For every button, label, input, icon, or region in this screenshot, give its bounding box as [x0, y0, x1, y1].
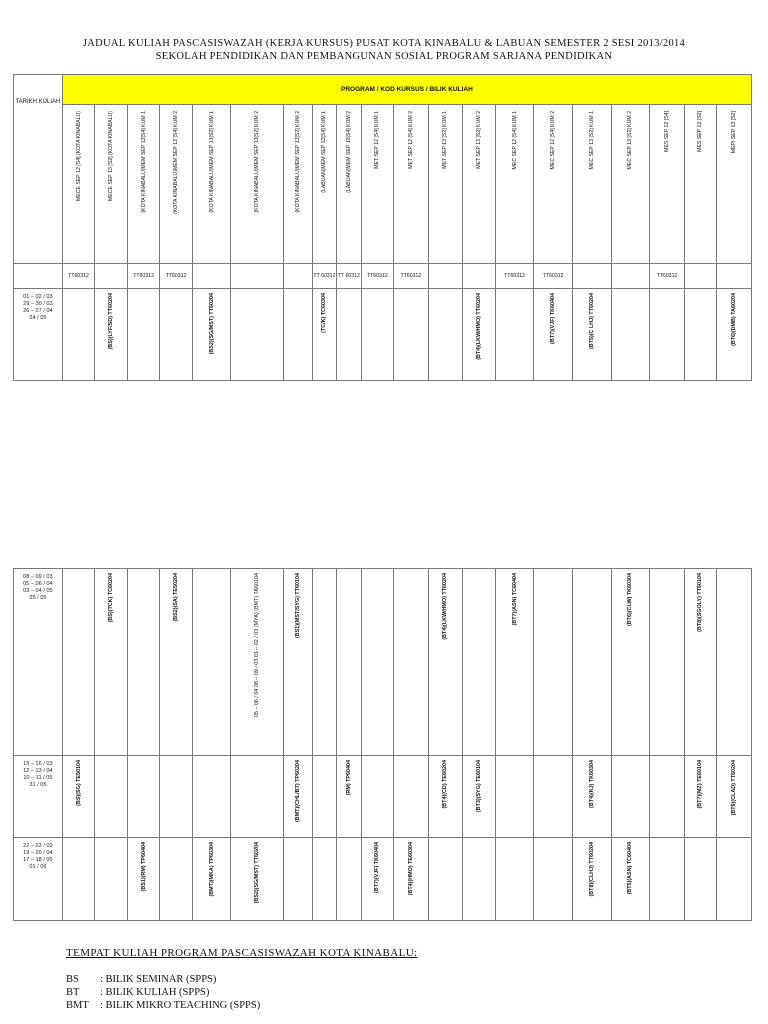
- schedule-cell: [192, 569, 231, 756]
- schedule-cell: [160, 838, 193, 921]
- lecture-entry: (BT6)(CLAD) TT60204: [731, 760, 738, 816]
- program-label: MET SEP 12 [S4] KUM 2: [407, 111, 414, 169]
- course-code-cell: [284, 264, 312, 289]
- schedule-row: [14, 838, 752, 921]
- lecture-entry: (BT6)(DMB) TA60204: [731, 293, 738, 346]
- schedule-cell: [684, 756, 717, 838]
- schedule-cell: [127, 838, 160, 921]
- schedule-cell: [361, 569, 394, 756]
- course-code-cell: [572, 264, 611, 289]
- program-header-cell: [428, 105, 463, 264]
- schedule-cell: [650, 289, 685, 381]
- schedule-cell: [394, 756, 429, 838]
- lecture-entry: 05 – 06 / 04 08 – 09 / 03 01 – 02 / 03 (MYA) (BMT) TA60104: [254, 573, 261, 718]
- program-label: MEC SEP 12 [S4] KUM 1: [511, 111, 518, 170]
- program-header-cell: [611, 105, 650, 264]
- lecture-entry: (BS1)(MST/SYG) TT60104: [295, 573, 302, 639]
- schedule-cell: [312, 756, 336, 838]
- lecture-entry: (BS)(TCK) TC60204: [108, 573, 115, 623]
- schedule-cell: [160, 756, 193, 838]
- lecture-entry: (BS2)(SA) TE50204: [173, 573, 180, 622]
- schedule-table-top: [13, 74, 752, 381]
- program-header-cell: [394, 105, 429, 264]
- schedule-table-bottom: [13, 568, 752, 921]
- schedule-cell: [572, 289, 611, 381]
- course-codes-row: [14, 264, 752, 289]
- schedule-cell: [62, 289, 95, 381]
- schedule-cell: [127, 569, 160, 756]
- schedule-cell: [495, 838, 534, 921]
- schedule-cell: [684, 838, 717, 921]
- schedule-cell: [361, 289, 394, 381]
- schedule-cell: [428, 838, 463, 921]
- program-header-cell: [127, 105, 160, 264]
- schedule-cell: [361, 756, 394, 838]
- course-code-cell: [684, 264, 717, 289]
- schedule-cell: [231, 838, 284, 921]
- legend-abbr: BS: [66, 974, 79, 985]
- schedule-cell: [717, 289, 752, 381]
- schedule-cell: [534, 756, 573, 838]
- tarikh-label: TARIKH KULIAH: [15, 99, 61, 105]
- schedule-cell: [650, 756, 685, 838]
- course-code-cell: TT60312: [127, 264, 160, 289]
- schedule-cell: [95, 756, 128, 838]
- program-label: MEC SEP 12 [S4] KUM 2: [550, 111, 557, 170]
- lecture-entry: (BT3)(SYG) TE60104: [475, 760, 482, 813]
- course-code-cell: TT 60312: [312, 264, 336, 289]
- program-header-cell: [572, 105, 611, 264]
- lecture-entry: (BT7)(ASN) TC60404: [511, 573, 518, 626]
- program-label: (KOTA KINABALU)MEM SEP 12 [S4] KUM 2: [173, 111, 180, 215]
- course-code-cell: [611, 264, 650, 289]
- program-header-cell: [337, 105, 361, 264]
- schedule-cell: [463, 289, 496, 381]
- program-header-band: PROGRAM / KOD KURSUS / BILIK KULIAH: [62, 75, 751, 105]
- schedule-cell: [62, 756, 95, 838]
- course-code-cell: TT60312: [534, 264, 573, 289]
- schedule-cell: [95, 838, 128, 921]
- schedule-cell: [650, 569, 685, 756]
- program-header-cell: [361, 105, 394, 264]
- schedule-cell: [192, 756, 231, 838]
- lecture-entry: (BT4)(KJ) TK60304: [588, 760, 595, 808]
- schedule-cell: [463, 569, 496, 756]
- schedule-cell: [495, 569, 534, 756]
- schedule-cell: [62, 569, 95, 756]
- schedule-row: [14, 569, 752, 756]
- course-code-cell: TT60312: [394, 264, 429, 289]
- lecture-entry: (BMT)(CHL/BT) TP60204: [295, 760, 302, 822]
- lecture-entry: (BT7)(MZ) TE60104: [697, 760, 704, 809]
- program-label: MECE SEP 13 [S2] (KOTA KINABALU): [108, 111, 115, 202]
- schedule-row: [14, 756, 752, 838]
- schedule-cell: [284, 569, 312, 756]
- schedule-cell: [62, 838, 95, 921]
- document-title-line-2: SEKOLAH PENDIDIKAN DAN PEMBANGUNAN SOSIAL PROGRAM SARJANA PENDIDIKAN: [155, 51, 613, 62]
- date-cell: 01 – 02 / 03 29 – 30 / 03 26 – 27 / 04 24 / 05: [14, 289, 63, 381]
- date-cell: 22 – 23 / 03 19 – 20 / 04 17 – 18 / 05 01 / 06: [14, 838, 63, 921]
- lecture-entry: (BT6)(CLW) TK60304: [627, 573, 634, 627]
- schedule-cell: [160, 569, 193, 756]
- schedule-cell: [284, 289, 312, 381]
- program-label: MEC SEP 13 [S2] KUM 1: [588, 111, 595, 170]
- lecture-entry: (BS1)(RM) TP60404: [140, 842, 147, 892]
- legend-desc: : BILIK SEMINAR (SPPS): [100, 974, 217, 985]
- program-header-cell: [95, 105, 128, 264]
- course-code-cell: [95, 264, 128, 289]
- program-header-cell: [312, 105, 336, 264]
- course-code-cell: [192, 264, 231, 289]
- lecture-entry: (BS2)(SG/MST) TT60204: [208, 293, 215, 355]
- schedule-cell: [312, 838, 336, 921]
- schedule-cell: [337, 756, 361, 838]
- course-code-cell: [463, 264, 496, 289]
- schedule-cell: [684, 569, 717, 756]
- legend-abbr: BMT: [66, 1000, 89, 1011]
- program-label: (KOTA KINABALU)MEM SEP 12[S4] KUM 1: [140, 111, 147, 213]
- program-header-cell: [534, 105, 573, 264]
- schedule-cell: [160, 289, 193, 381]
- schedule-cell: [717, 838, 752, 921]
- schedule-cell: [572, 756, 611, 838]
- lecture-entry: (BT7)(VJF) TK60404: [374, 842, 381, 893]
- program-label: MET SEP 12 [S4] KUM 1: [374, 111, 381, 169]
- program-label: MECE SEP 12 [S4] (KOTA KINABALU): [75, 111, 82, 202]
- schedule-cell: [495, 756, 534, 838]
- schedule-cell: [611, 756, 650, 838]
- schedule-cell: [534, 289, 573, 381]
- legend-abbr: BT: [66, 987, 80, 998]
- schedule-cell: [428, 569, 463, 756]
- program-label: MEPI SEP 13 [S2]: [731, 111, 738, 154]
- program-header-cell: [192, 105, 231, 264]
- schedule-cell: [192, 289, 231, 381]
- program-label: (LABUAN)MEM SEP 12[S4] KUM 1: [321, 111, 328, 193]
- lecture-entry: (BT8)(CLHJ) TT60204: [588, 842, 595, 897]
- schedule-cell: [684, 289, 717, 381]
- lecture-entry: (BT7)(VJF) TK60404: [550, 293, 557, 344]
- schedule-row: [14, 289, 752, 381]
- schedule-cell: [337, 569, 361, 756]
- program-label: MET SEP 13 [S2] KUM 1: [442, 111, 449, 169]
- program-names-row: [14, 105, 752, 264]
- course-code-cell: [717, 264, 752, 289]
- schedule-cell: [95, 289, 128, 381]
- schedule-cell: [361, 838, 394, 921]
- legend-item: [66, 974, 216, 985]
- lecture-entry: (BT8)(SGOLY) TT60104: [697, 573, 704, 632]
- program-header-cell: [717, 105, 752, 264]
- schedule-cell: [495, 289, 534, 381]
- schedule-cell: [231, 569, 284, 756]
- lecture-entry: (BT4)(HMO) TE60304: [407, 842, 414, 896]
- schedule-cell: [394, 289, 429, 381]
- lecture-entry: (BT4)(LKW/HMO) TT60204: [475, 293, 482, 360]
- schedule-cell: [717, 756, 752, 838]
- program-header-cell: [160, 105, 193, 264]
- lecture-entry: (BMT)(MKA) TP60304: [208, 842, 215, 897]
- legend-title: TEMPAT KULIAH PROGRAM PASCASISWAZAH KOTA KINABALU:: [66, 947, 418, 959]
- course-code-cell: TT60312: [650, 264, 685, 289]
- schedule-cell: [650, 838, 685, 921]
- lecture-entry: (BT5)(C LHJ) TT60204: [588, 293, 595, 350]
- course-code-cell: TT60312: [160, 264, 193, 289]
- course-code-cell: [428, 264, 463, 289]
- schedule-cell: [337, 289, 361, 381]
- course-code-cell: TT60312: [62, 264, 95, 289]
- lecture-entry: (BS2)(SG/MST) TT60204: [254, 842, 261, 904]
- program-header-cell: [684, 105, 717, 264]
- lecture-entry: (BT5)(ASN) TC60404: [627, 842, 634, 895]
- program-label: MES SEP 12 [S4]: [663, 111, 670, 152]
- schedule-cell: [231, 756, 284, 838]
- schedule-cell: [192, 838, 231, 921]
- schedule-cell: [463, 838, 496, 921]
- program-header-cell: [463, 105, 496, 264]
- schedule-cell: [572, 838, 611, 921]
- lecture-entry: (RM) TP60404: [345, 760, 352, 796]
- schedule-cell: [394, 569, 429, 756]
- lecture-entry: (BS)(LYF/SD) TT60204: [108, 293, 115, 350]
- lecture-entry: (BS)(SG) TE50104: [75, 760, 82, 806]
- schedule-cell: [611, 838, 650, 921]
- schedule-cell: [284, 838, 312, 921]
- schedule-cell: [312, 289, 336, 381]
- date-cell: 08 – 09 / 03 05 – 06 / 04 03 – 04 / 05 25 / 05: [14, 569, 63, 756]
- lecture-entry: (BT4)(LKW/HMO) TT60204: [442, 573, 449, 640]
- program-label: MES SEP 13 [S2]: [697, 111, 704, 152]
- program-label: (KOTA KINABALU)MEM SEP 13[S2] KUM 2: [295, 111, 302, 213]
- lecture-entry: (TC/K) TC60304: [321, 293, 328, 333]
- blank-cell: [14, 264, 63, 289]
- program-header-cell: [284, 105, 312, 264]
- program-header-cell: [495, 105, 534, 264]
- schedule-cell: [572, 569, 611, 756]
- program-label: (LABUAN)MEM SEP 12[S4] KUM 2: [345, 111, 352, 193]
- lecture-entry: (BT4)(CD) TE60204: [442, 760, 449, 809]
- document-title-line-1: JADUAL KULIAH PASCASISWAZAH (KERJA KURSUS) PUSAT KOTA KINABALU & LABUAN SEMESTER 2 SESI 2013/2014: [82, 38, 686, 49]
- schedule-cell: [717, 569, 752, 756]
- schedule-cell: [611, 569, 650, 756]
- course-code-cell: TT60312: [495, 264, 534, 289]
- program-header-cell: [62, 105, 95, 264]
- schedule-cell: [284, 756, 312, 838]
- schedule-cell: [95, 569, 128, 756]
- schedule-cell: [312, 569, 336, 756]
- schedule-cell: [534, 838, 573, 921]
- schedule-cell: [534, 569, 573, 756]
- schedule-cell: [428, 289, 463, 381]
- schedule-cell: [337, 838, 361, 921]
- legend-item: [66, 1000, 260, 1011]
- program-label: (KOTA KINABALU)MEM SEP 13[S2] KUM 1: [208, 111, 215, 213]
- date-cell: 15 – 16 / 03 12 – 13 / 04 10 – 11 / 05 31 / 05: [14, 756, 63, 838]
- program-label: MEC SEP 13 [S2] KUM 2: [627, 111, 634, 170]
- schedule-cell: [428, 756, 463, 838]
- legend-desc: : BILIK MIKRO TEACHING (SPPS): [100, 1000, 261, 1011]
- schedule-cell: [394, 838, 429, 921]
- program-label: MET SEP 13 [S2] KUM 2: [475, 111, 482, 169]
- schedule-cell: [231, 289, 284, 381]
- schedule-cell: [463, 756, 496, 838]
- legend-desc: : BILIK KULIAH (SPPS): [100, 987, 210, 998]
- schedule-cell: [127, 756, 160, 838]
- course-code-cell: TT 60312: [337, 264, 361, 289]
- tarikh-header: [14, 75, 63, 264]
- course-code-cell: [231, 264, 284, 289]
- schedule-cell: [127, 289, 160, 381]
- program-header-cell: [650, 105, 685, 264]
- legend-item: [66, 987, 209, 998]
- program-header-cell: [231, 105, 284, 264]
- course-code-cell: TT60312: [361, 264, 394, 289]
- program-label: (KOTA KINABALU)MEM SEP 13[S2] KUM 2: [254, 111, 261, 213]
- schedule-cell: [611, 289, 650, 381]
